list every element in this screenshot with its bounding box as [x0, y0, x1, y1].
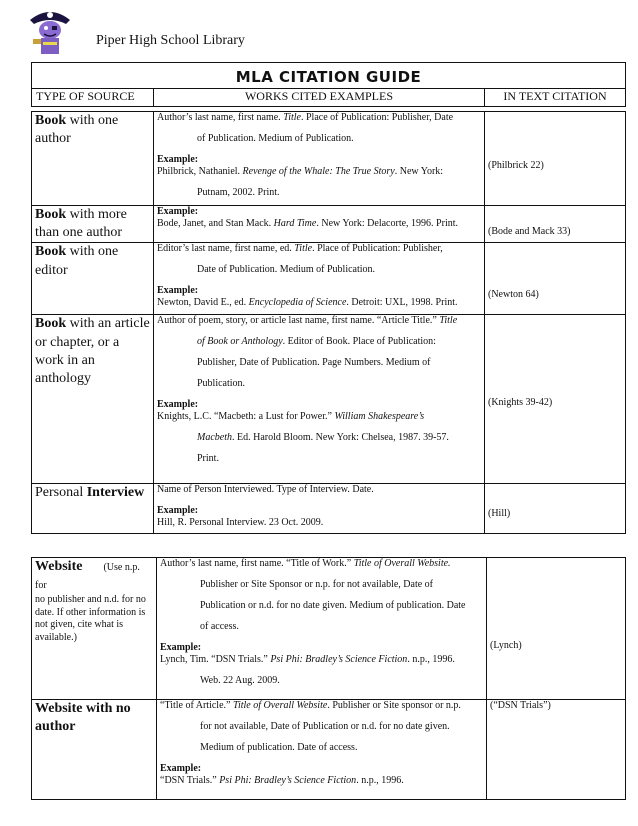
column-header-row	[32, 89, 626, 107]
page-header	[0, 0, 638, 60]
school-name: Piper High School Library	[96, 33, 245, 48]
source-type-interview: Personal Interview	[32, 484, 154, 534]
works-cited-book-one-editor: Editor’s last name, first name, ed. Title. Place of Publication: Publisher, Date of Publication. Medium of Publication. Example: Newton, David E., ed. Encyclopedia of Science. Detroit: UXL, 1998. Print.	[154, 243, 485, 315]
works-cited-book-multi-author: Example: Bode, Janet, and Stan Mack. Hard Time. New York: Delacorte, 1996. Print.	[154, 206, 485, 243]
citation-table-web	[31, 557, 626, 800]
citation-table-main	[31, 62, 626, 534]
source-type-book-one-editor: Book with one editor	[32, 243, 154, 315]
in-text-anthology: (Knights 39-42)	[485, 315, 626, 484]
guide-title-row	[32, 63, 626, 89]
source-type-anthology: Book with an article or chapter, or a work in an anthology	[32, 315, 154, 484]
guide-title: MLA CITATION GUIDE	[32, 63, 626, 89]
col-header-in-text: IN TEXT CITATION	[485, 89, 626, 107]
source-type-book-one-author: Book with one author	[32, 112, 154, 206]
source-type-website: Website (Use n.p. for no publisher and n.d. for no date. If other information is not given, cite what is available.)	[32, 558, 157, 700]
in-text-book-one-author: (Philbrick 22)	[485, 112, 626, 206]
in-text-book-multi-author: (Bode and Mack 33)	[485, 206, 626, 243]
row-website	[32, 558, 626, 700]
col-header-works-cited: WORKS CITED EXAMPLES	[154, 89, 485, 107]
source-type-website-no-author: Website with no author	[32, 700, 157, 800]
row-personal-interview	[32, 484, 626, 534]
works-cited-interview: Name of Person Interviewed. Type of Interview. Date. Example: Hill, R. Personal Interview. 23 Oct. 2009.	[154, 484, 485, 534]
in-text-book-one-editor: (Newton 64)	[485, 243, 626, 315]
row-book-one-editor	[32, 243, 626, 315]
in-text-interview: (Hill)	[485, 484, 626, 534]
in-text-website: (Lynch)	[487, 558, 626, 700]
col-header-type: TYPE OF SOURCE	[32, 89, 154, 107]
works-cited-book-one-author: Author’s last name, first name. Title. Place of Publication: Publisher, Date of Publication. Medium of Publication. Example: Philbrick, Nathaniel. Revenge of the Whale: The True Story. New York: Putnam, 2002. Print.	[154, 112, 485, 206]
row-book-anthology	[32, 315, 626, 484]
works-cited-website: Author’s last name, first name. “Title of Work.” Title of Overall Website. Publisher or Site Sponsor or n.p. for not available, Date of Publication or n.d. for no date given. Medium of publication. Date of access. Example: Lynch, Tim. “DSN Trials.” Psi Phi: Bradley’s Science Fiction. n.p., 1996. Web. 22 Aug. 2009.	[157, 558, 487, 700]
row-website-no-author	[32, 700, 626, 800]
works-cited-anthology: Author of poem, story, or article last name, first name. “Article Title.” Title of Book or Anthology. Editor of Book. Place of Publication: Publisher, Date of Publication. Page Numbers. Medium of Publication. Example: Knights, L.C. “Macbeth: a Lust for Power.” William Shakespeare’s Macbeth. Ed. Harold Bloom. New York: Chelsea, 1987. 39-57. Print.	[154, 315, 485, 484]
works-cited-website-no-author: “Title of Article.” Title of Overall Website. Publisher or Site sponsor or n.p. for not available, Date of Publication or n.d. for no date given. Medium of publication. Date of access. Example: “DSN Trials.” Psi Phi: Bradley’s Science Fiction. n.p., 1996.	[157, 700, 487, 800]
in-text-website-no-author: (“DSN Trials”)	[487, 700, 626, 800]
row-book-one-author	[32, 112, 626, 206]
row-book-multi-author	[32, 206, 626, 243]
source-type-book-multi-author: Book with more than one author	[32, 206, 154, 243]
pirate-mascot-logo	[28, 6, 72, 56]
